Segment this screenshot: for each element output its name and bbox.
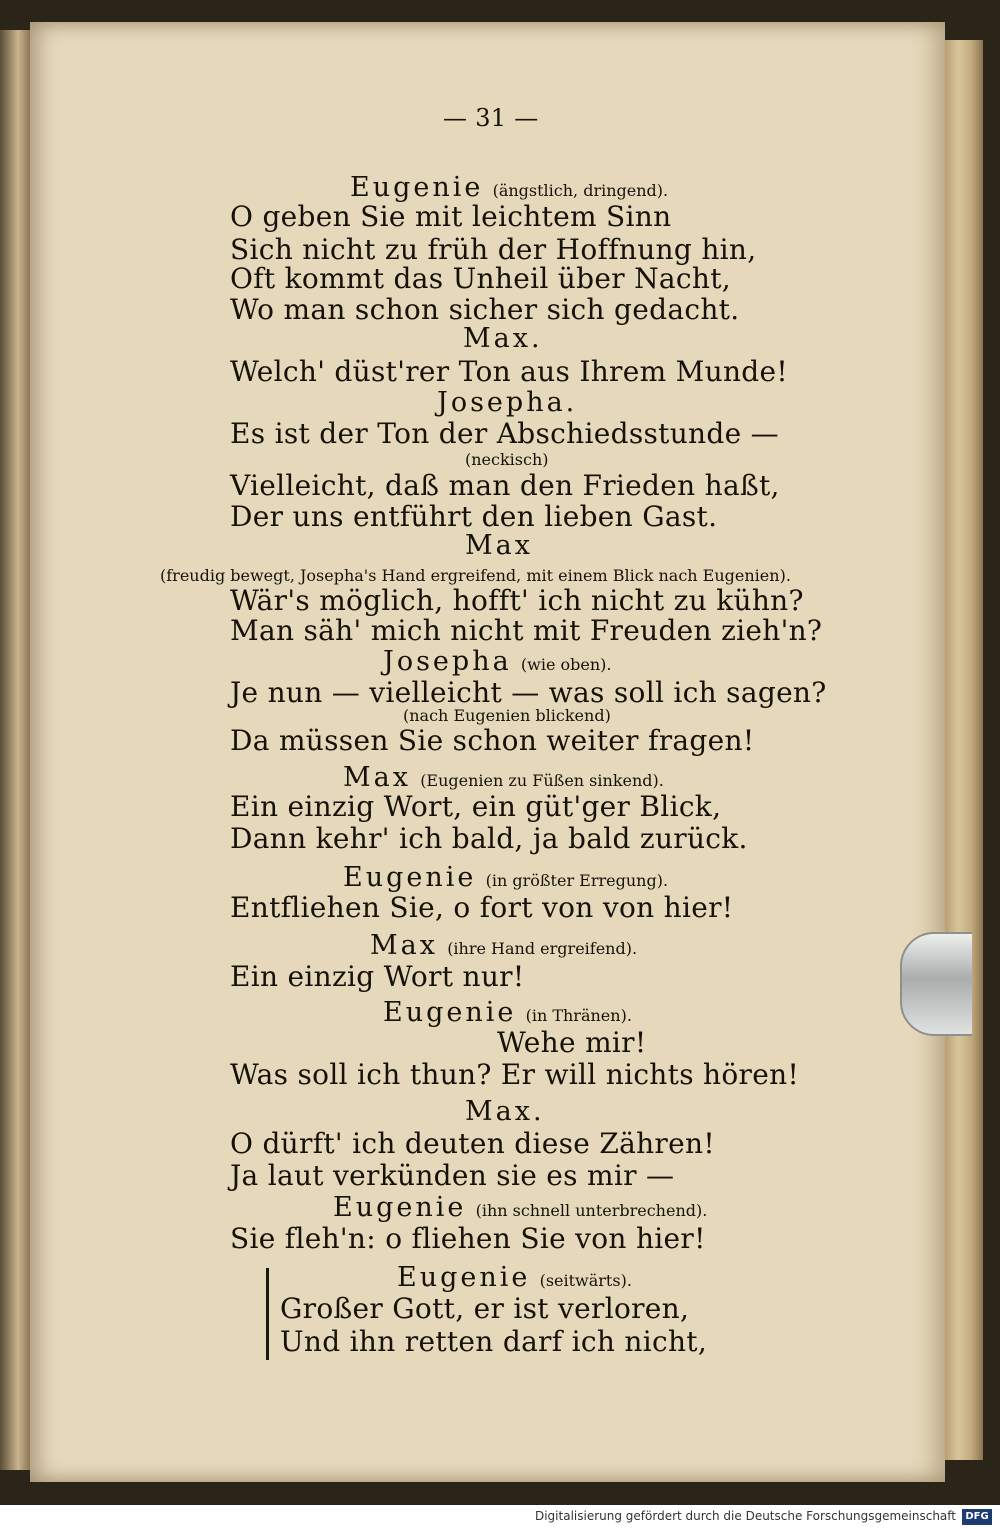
verse-line: Wo man schon sicher sich gedacht. [230,293,740,326]
speaker-name: Eugenie [343,862,477,893]
speaker-name: Max [465,530,533,561]
verse-line: Ein einzig Wort, ein güt'ger Blick, [230,790,722,823]
speaker-name: Eugenie [333,1192,467,1223]
verse-line: Und ihn retten darf ich nicht, [280,1325,708,1358]
verse-line: Der uns entführt den lieben Gast. [230,500,718,533]
speaker-name: Max [343,762,411,793]
stage-direction: (ihn schnell unterbrechend). [475,1201,708,1220]
dfg-logo: DFG [962,1509,992,1525]
stage-direction: (in Thränen). [525,1006,632,1025]
stage-direction: (neckisch) [465,450,549,469]
verse-line: Was soll ich thun? Er will nichts hören! [230,1058,799,1091]
verse-line: Es ist der Ton der Abschiedsstunde — [230,417,779,450]
verse-line: Dann kehr' ich bald, ja bald zurück. [230,822,748,855]
footer-bar [0,1505,1000,1529]
speaker-line [397,1260,632,1293]
speaker-line [333,1190,707,1223]
verse-line: Welch' düst'rer Ton aus Ihrem Munde! [230,355,788,388]
speaker-name: Josepha [383,646,512,677]
aside-bracket [266,1268,269,1360]
speaker-name: Max. [465,1096,545,1127]
verse-line: O dürft' ich deuten diese Zähren! [230,1127,715,1160]
verse-line: Man säh' mich nicht mit Freuden zieh'n? [230,614,823,647]
stage-direction: (wie oben). [520,655,612,674]
speaker-name: Eugenie [383,997,517,1028]
speaker-line [383,995,632,1028]
footer-credit: Digitalisierung gefördert durch die Deutsche Forschungsgemeinschaft [534,1509,956,1523]
speaker-name: Max [370,930,438,961]
speaker-line [343,860,668,893]
stage-direction: (Eugenien zu Füßen sinkend). [420,771,664,790]
verse-line: Vielleicht, daß man den Frieden haßt, [230,469,780,502]
stage-direction: (ängstlich, dringend). [492,181,669,200]
verse-line: O geben Sie mit leichtem Sinn [230,200,672,233]
verse-line: Sie fleh'n: o fliehen Sie von hier! [230,1222,706,1255]
verse-line: Je nun — vielleicht — was soll ich sagen? [230,676,827,709]
speaker-line [383,644,611,677]
stage-direction: (seitwärts). [539,1271,632,1290]
speaker-name: Eugenie [350,172,484,203]
verse-line: Entfliehen Sie, o fort von von hier! [230,891,734,924]
speaker-line [343,760,664,793]
verse-line: Ein einzig Wort nur! [230,960,525,993]
verse-line: Oft kommt das Unheil über Nacht, [230,262,731,295]
stage-direction: (freudig bewegt, Josepha's Hand ergreifend, mit einem Blick nach Eugenien). [160,566,791,585]
verse-line: Ja laut verkünden sie es mir — [230,1159,675,1192]
verse-line: Sich nicht zu früh der Hoffnung hin, [230,233,757,266]
speaker-line [350,170,668,203]
verse-line: Großer Gott, er ist verloren, [280,1292,690,1325]
stage-direction: (ihre Hand ergreifend). [447,939,638,958]
speaker-name: Josepha. [437,387,578,418]
page-number: — 31 — [443,104,539,132]
verse-line: Wehe mir! [497,1026,647,1059]
speaker-name: Eugenie [397,1262,531,1293]
verse-line: Da müssen Sie schon weiter fragen! [230,724,755,757]
speaker-name: Max. [463,323,543,354]
stage-direction: (nach Eugenien blickend) [403,706,611,725]
speaker-line [370,928,637,961]
verse-line: Wär's möglich, hofft' ich nicht zu kühn? [230,584,804,617]
stage-direction: (in größter Erregung). [485,871,669,890]
